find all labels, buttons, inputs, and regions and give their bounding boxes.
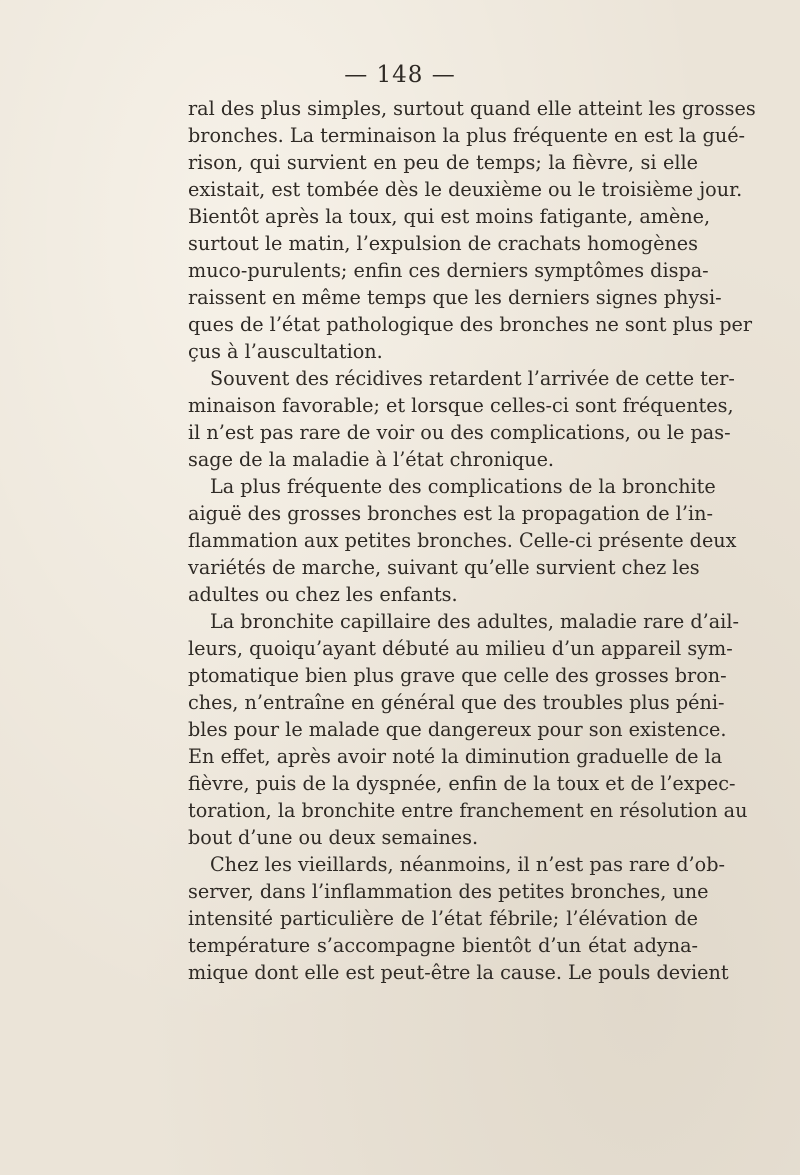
text-line: bronches. La terminaison la plus fréquente en est la gué- [188, 124, 746, 147]
text-line: En effet, après avoir noté la diminution graduelle de la [188, 745, 723, 768]
text-line: ral des plus simples, surtout quand elle atteint les grosses [188, 97, 756, 120]
text-line: fièvre, puis de la dyspnée, enfin de la toux et de l’expec- [188, 772, 736, 795]
text-line: leurs, quoiqu’ayant débuté au milieu d’un appareil sym- [188, 637, 733, 660]
text-line: bout d’une ou deux semaines. [188, 826, 479, 849]
text-line: bles pour le malade que dangereux pour son existence. [188, 718, 727, 741]
text-line: muco-purulents; enfin ces derniers symptômes dispa- [188, 259, 709, 282]
text-line: minaison favorable; et lorsque celles-ci sont fréquentes, [188, 394, 734, 417]
text-line: Bientôt après la toux, qui est moins fatigante, amène, [188, 205, 711, 228]
paragraph-start-line: La plus fréquente des complications de la bronchite [210, 475, 716, 498]
text-line: adultes ou chez les enfants. [188, 583, 458, 606]
text-line: toration, la bronchite entre franchement en résolution au [188, 799, 748, 822]
text-line: il n’est pas rare de voir ou des complications, ou le pas- [188, 421, 731, 444]
paragraph-start-line: Souvent des récidives retardent l’arrivée de cette ter- [210, 367, 735, 390]
text-line: raissent en même temps que les derniers signes physi- [188, 286, 722, 309]
paragraph-start-line: La bronchite capillaire des adultes, maladie rare d’ail- [210, 610, 739, 633]
body-text [188, 95, 756, 986]
text-line: ques de l’état pathologique des bronches ne sont plus per [188, 313, 753, 336]
text-line: ptomatique bien plus grave que celle des grosses bron- [188, 664, 727, 687]
text-line: mique dont elle est peut-être la cause. Le pouls devient [188, 961, 729, 984]
text-line: rison, qui survient en peu de temps; la fièvre, si elle [188, 151, 698, 174]
text-line: flammation aux petites bronches. Celle-ci présente deux [188, 529, 737, 552]
text-line: existait, est tombée dès le deuxième ou le troisième jour. [188, 178, 743, 201]
text-line: variétés de marche, suivant qu’elle survient chez les [188, 556, 700, 579]
text-line: aiguë des grosses bronches est la propagation de l’in- [188, 502, 713, 525]
text-line: ches, n’entraîne en général que des troubles plus péni- [188, 691, 725, 714]
text-line: intensité particulière de l’état fébrile; l’élévation de [188, 907, 698, 930]
text-line: server, dans l’inflammation des petites bronches, une [188, 880, 709, 903]
text-line: surtout le matin, l’expulsion de crachats homogènes [188, 232, 698, 255]
text-line: température s’accompagne bientôt d’un état adyna- [188, 934, 698, 957]
paragraph-start-line: Chez les vieillards, néanmoins, il n’est pas rare d’ob- [210, 853, 725, 876]
page-number: — 148 — [344, 62, 456, 88]
text-line: sage de la maladie à l’état chronique. [188, 448, 555, 471]
text-line: çus à l’auscultation. [188, 340, 383, 363]
